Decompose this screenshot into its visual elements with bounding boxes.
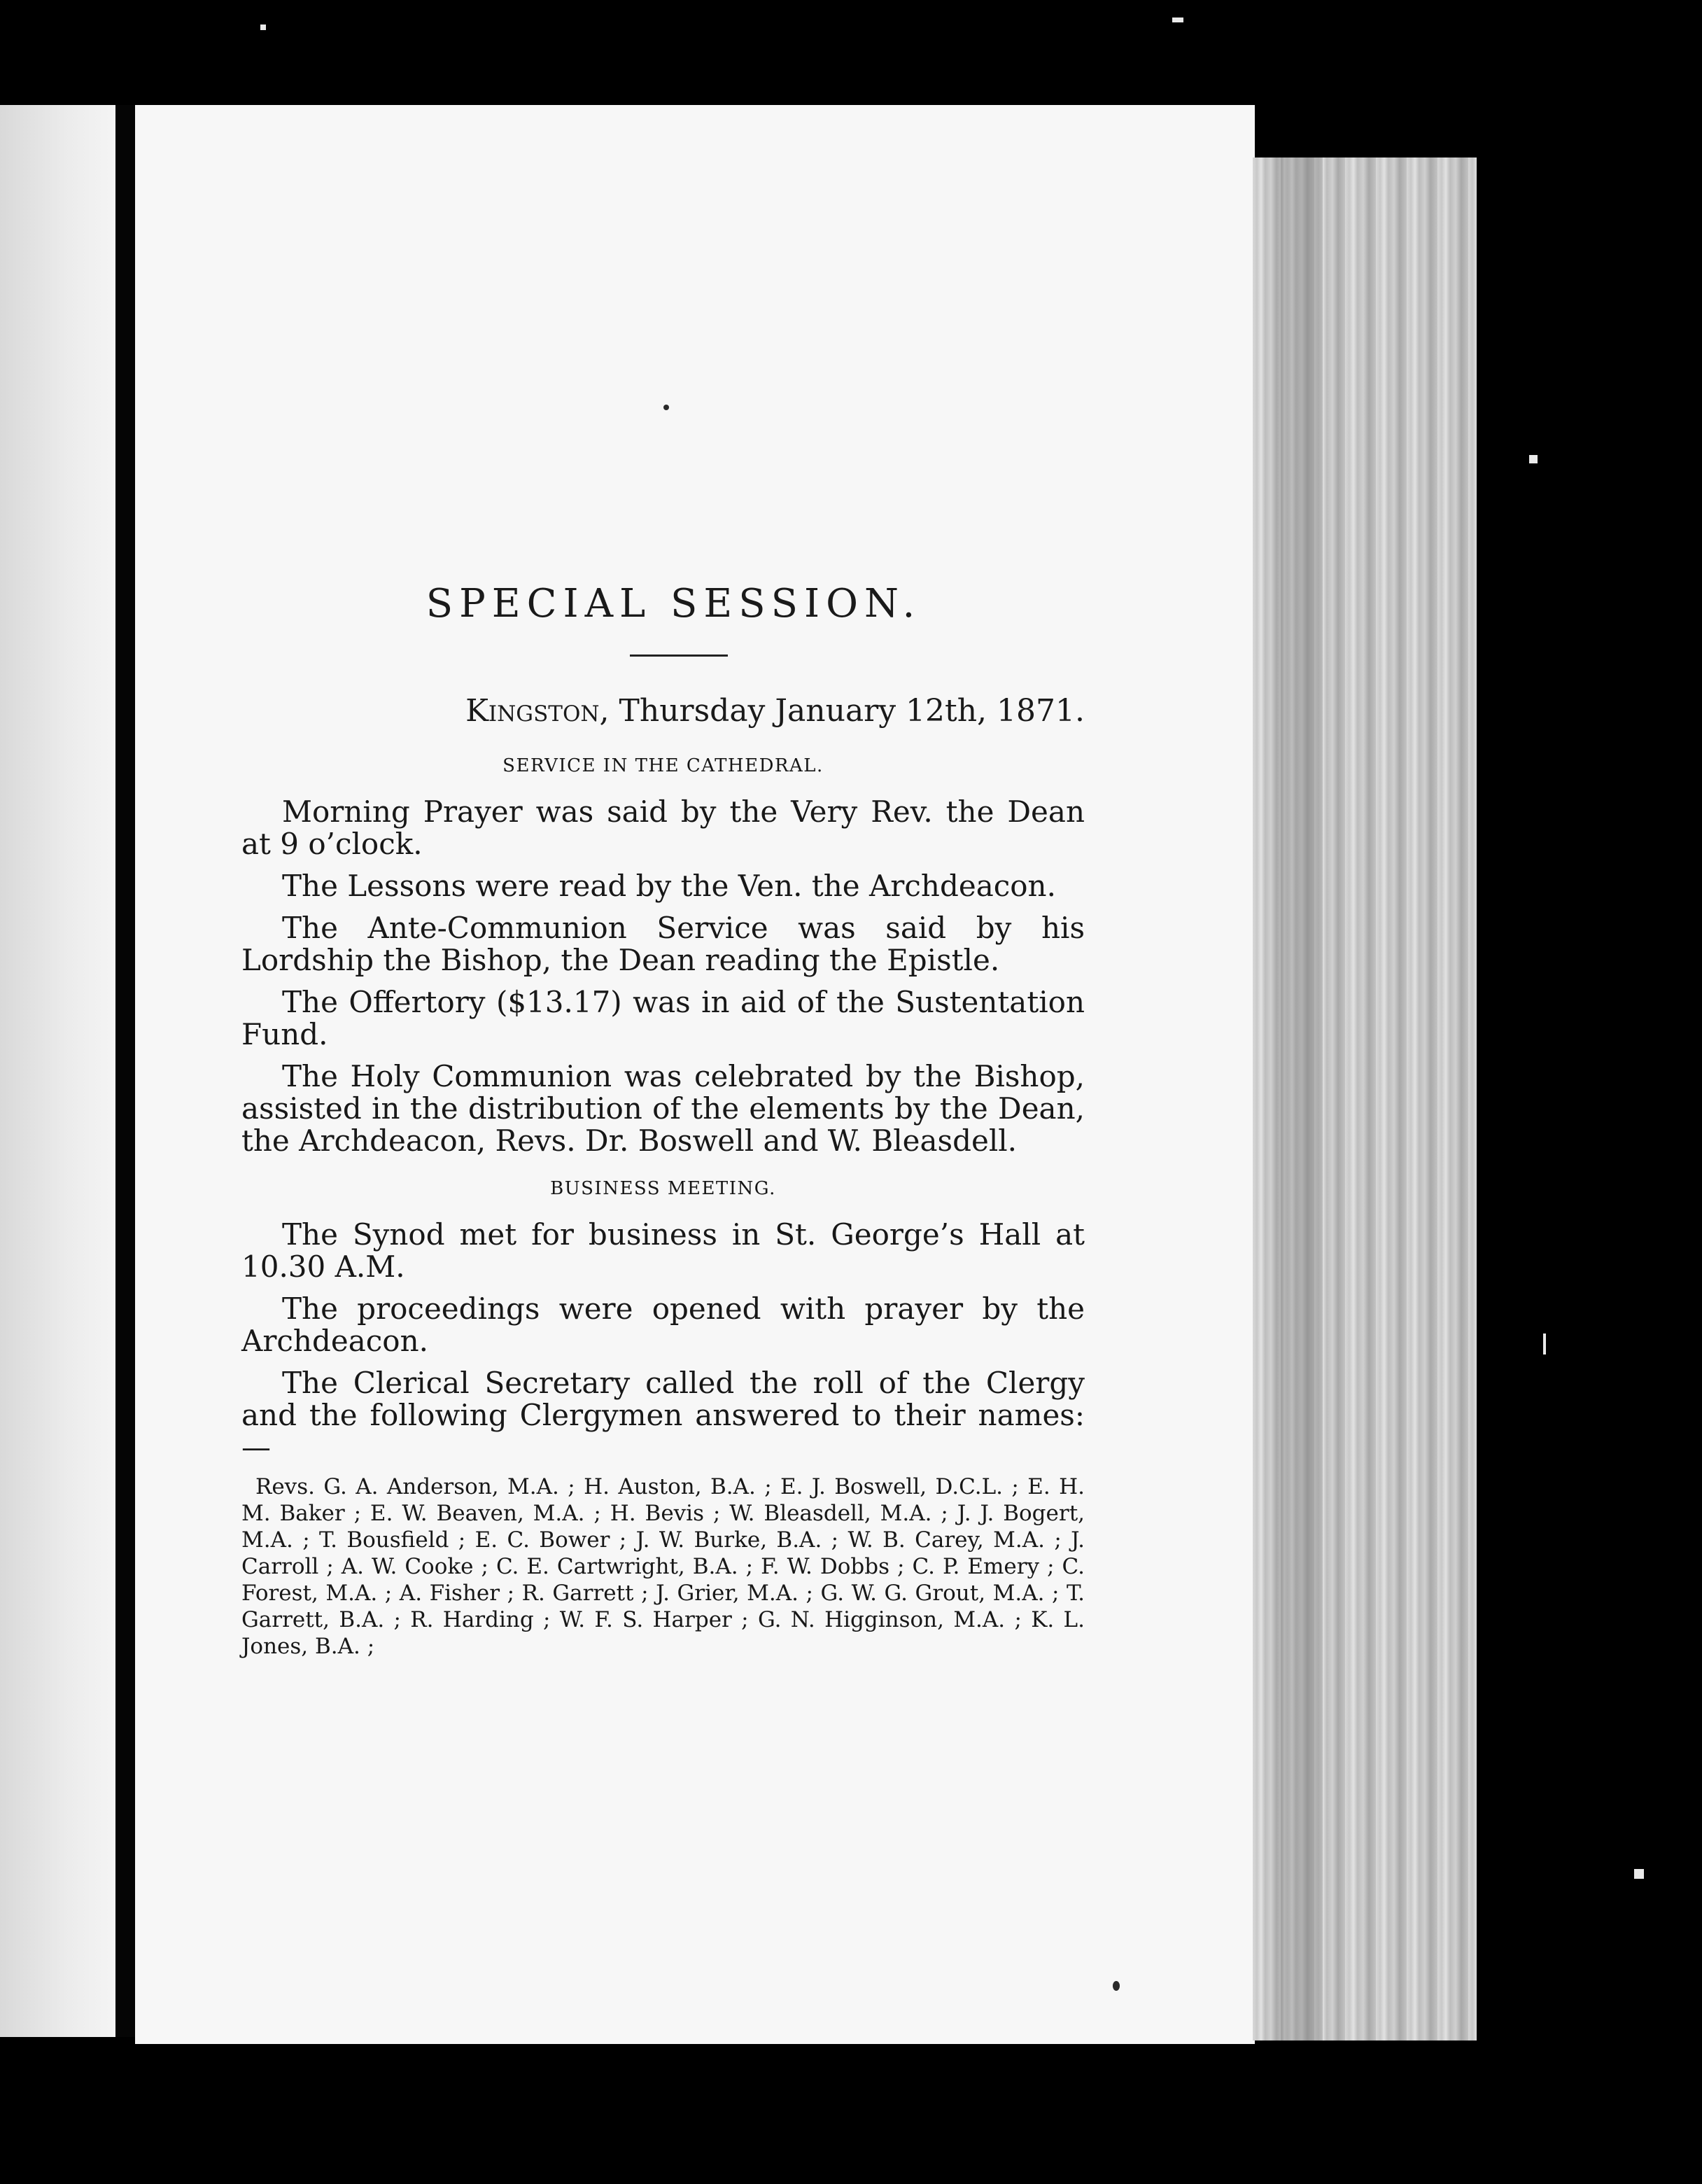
dateline-place: Kingston,: [465, 693, 610, 729]
section-gap: [241, 1167, 1085, 1178]
paragraph: The Clerical Secretary called the roll of the Clergy and the following Clergymen answered to their names:—: [241, 1366, 1085, 1464]
page-edges-stack: [1253, 158, 1477, 2040]
title-rule: [630, 654, 728, 657]
dateline-date: Thursday January 12th, 1871.: [619, 693, 1085, 729]
page-speck-bottom: [1113, 1981, 1120, 1991]
paragraph: The proceedings were opened with prayer by the Archdeacon.: [241, 1292, 1085, 1358]
scan-dust: [1634, 1869, 1644, 1879]
scan-dust: [1543, 1334, 1546, 1354]
scan-dust: [1529, 455, 1538, 463]
paragraph: The Synod met for business in St. George’s Hall at 10.30 A.M.: [241, 1217, 1085, 1284]
facing-page-edge: [0, 105, 115, 2037]
dateline: [241, 693, 1085, 729]
paragraph: The Holy Communion was celebrated by the Bishop, assisted in the distribution of the elements by the Dean, the Archdeacon, Revs. Dr. Boswell and W. Bleasdell.: [241, 1059, 1085, 1158]
paragraph: The Ante-Communion Service was said by his Lordship the Bishop, the Dean reading the Epistle.: [241, 911, 1085, 977]
clergy-names-text: Revs. G. A. Anderson, M.A. ; H. Auston, B.A. ; E. J. Boswell, D.C.L. ; E. H. M. Baker ; E. W. Beaven, M.A. ; H. Bevis ; W. Bleasdell, M.A. ; J. J. Bogert, M.A. ; T. Bousfield ; E. C. Bower ; J. W. Burke, B.A. ; W. B. Carey, M.A. ; J. Carroll ; A. W. Cooke ; C. E. Cartwright, B.A. ; F. W. Dobbs ; C. P. Emery ; C. Forest, M.A. ; A. Fisher ; R. Garrett ; J. Grier, M.A. ; G. W. G. Grout, M.A. ; T. Garrett, B.A. ; R. Harding ; W. F. S. Harper ; G. N. Higginson, M.A. ; K. L. Jones, B.A. ;: [241, 1474, 1085, 1659]
clergy-names-list: [241, 1474, 1085, 1660]
paragraph: Morning Prayer was said by the Very Rev. the Dean at 9 o’clock.: [241, 794, 1085, 861]
scan-dust: [1172, 18, 1183, 22]
page-text: [241, 581, 1085, 1660]
scan-dust: [260, 24, 266, 30]
page-title: SPECIAL SESSION.: [426, 581, 922, 626]
section-heading-service: SERVICE IN THE CATHEDRAL.: [502, 755, 824, 776]
section-heading-business: BUSINESS MEETING.: [550, 1178, 776, 1199]
book-gutter: [115, 105, 135, 2037]
page-speck-top: [663, 405, 669, 410]
paragraph: The Lessons were read by the Ven. the Archdeacon.: [282, 869, 1056, 903]
paragraph: The Offertory ($13.17) was in aid of the Sustentation Fund.: [241, 985, 1085, 1051]
